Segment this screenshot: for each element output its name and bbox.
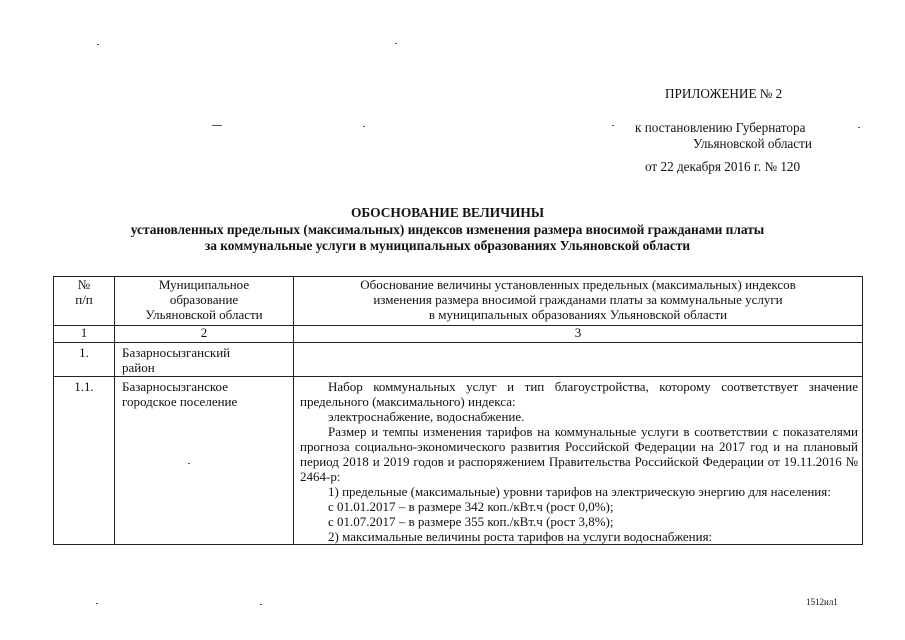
document-title xyxy=(60,205,835,255)
scan-speck xyxy=(363,126,365,127)
title-line-1: ОБОСНОВАНИЕ ВЕЛИЧИНЫ xyxy=(350,205,544,220)
row-justification xyxy=(294,343,863,377)
table-header-row xyxy=(54,277,863,326)
column-number-2: 2 xyxy=(115,326,294,343)
paragraph-electricity: 1) предельные (максимальные) уровни тарифов на электрическую энергию для населения: xyxy=(328,484,831,499)
scan-speck xyxy=(97,44,99,45)
appendix-date: от 22 декабря 2016 г. № 120 xyxy=(645,159,801,174)
paragraph-services: электроснабжение, водоснабжение. xyxy=(328,409,525,424)
appendix-title: ПРИЛОЖЕНИЕ № 2 xyxy=(665,86,783,101)
header-number: № п/п xyxy=(54,277,115,326)
row-number: 1.1. xyxy=(54,377,115,545)
header-justification: Обоснование величины установленных предельных (максимальных) индексов изменения размера вносимой гражданами платы за коммунальные услуги в муниципальных образованиях Ульяновской области xyxy=(294,277,863,326)
row-municipality: Базарносызганское городское поселение xyxy=(115,377,294,545)
appendix-region: Ульяновской области xyxy=(693,136,812,151)
table-row xyxy=(54,377,863,545)
paragraph-water: 2) максимальные величины роста тарифов на услуги водоснабжения: xyxy=(328,529,713,544)
title-line-3: за коммунальные услуги в муниципальных образованиях Ульяновской области xyxy=(204,238,691,253)
paragraph-rate-jul: с 01.07.2017 – в размере 355 коп./кВт.ч (рост 3,8%); xyxy=(328,514,614,529)
scan-speck xyxy=(96,603,98,604)
row-number: 1. xyxy=(54,343,115,377)
footer-code: 1512ил1 xyxy=(806,597,838,607)
scan-speck xyxy=(395,43,397,44)
header-municipality: Муниципальное образование Ульяновской области xyxy=(115,277,294,326)
scan-speck xyxy=(260,604,262,605)
column-number-3: 3 xyxy=(294,326,863,343)
column-number-row xyxy=(54,326,863,343)
column-number-1: 1 xyxy=(54,326,115,343)
row-municipality: Базарносызганский район xyxy=(115,343,294,377)
paragraph-rate-jan: с 01.01.2017 – в размере 342 коп./кВт.ч (рост 0,0%); xyxy=(328,499,614,514)
appendix-decree: к постановлению Губернатора xyxy=(635,120,806,135)
scan-speck xyxy=(188,463,190,464)
scan-speck xyxy=(212,125,222,126)
table-row xyxy=(54,343,863,377)
row-justification xyxy=(294,377,863,545)
title-line-2: установленных предельных (максимальных) индексов изменения размера вносимой гражданами платы xyxy=(130,221,765,237)
paragraph-tariffs: Размер и темпы изменения тарифов на коммунальные услуги в соответствии с показателями прогноза социально-экономического развития Российской Федерации на 2017 год и на плановый период 2018 и 2019 годов и распоряжением Правительства Российской Федерации от 19.11.2016 № 2464-р: xyxy=(300,424,858,484)
justification-table xyxy=(53,276,863,545)
scan-speck xyxy=(858,127,860,128)
paragraph-service-set: Набор коммунальных услуг и тип благоустройства, которому соответствует значение предельного (максимального) индекса: xyxy=(300,379,858,409)
scan-speck xyxy=(612,125,614,126)
